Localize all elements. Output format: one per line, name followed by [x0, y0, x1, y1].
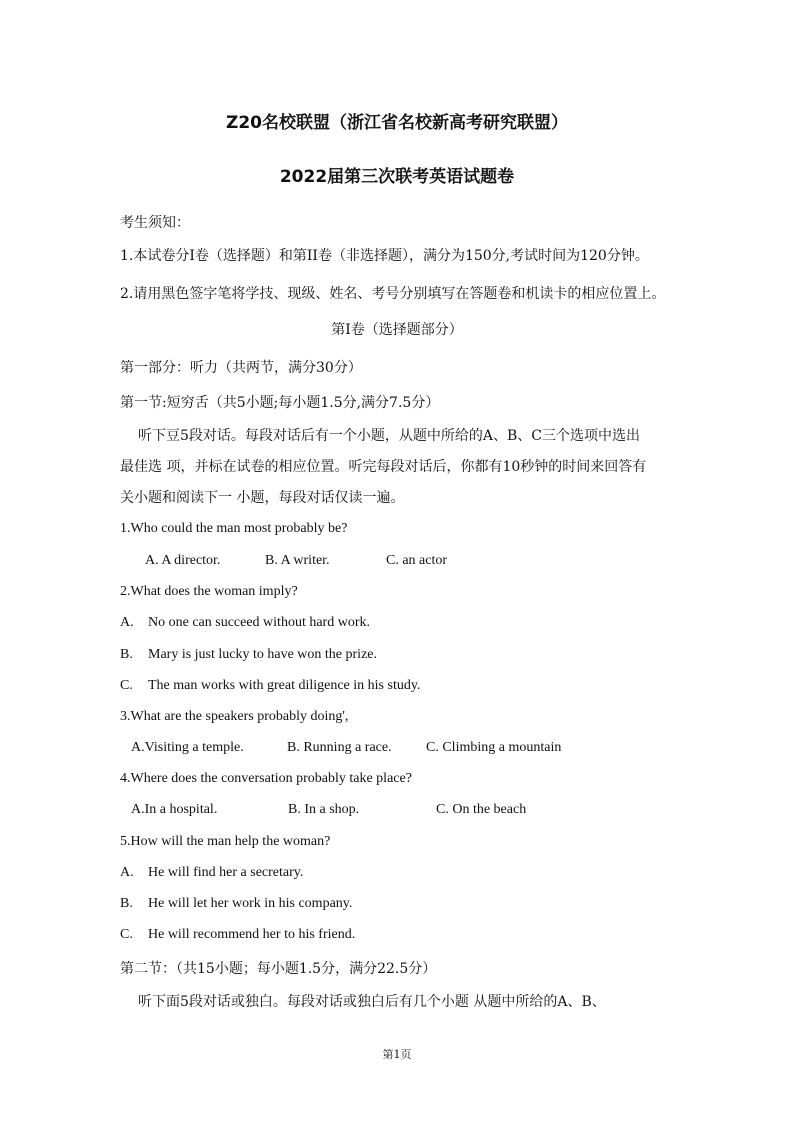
instruction-line: 最佳选 项，并标在试卷的相应位置。听完每段对话后，你都有10秒钟的时间来回答有	[120, 459, 647, 475]
option: B. In a shop.	[288, 802, 360, 817]
option-letter: A.	[120, 865, 134, 880]
option: A.In a hospital.	[131, 802, 218, 817]
option: A.Visiting a temple.	[131, 740, 244, 755]
notice-item-1: 1.本试卷分I卷（选择题）和第II卷（非选择题），满分为150分,考试时间为120分钟。	[120, 248, 649, 264]
instruction-line: 听下豆5段对话。每段对话后有一个小题，从题中所给的A、B、C三个选项中选出	[138, 428, 641, 444]
question-1-stem: 1.Who could the man most probably be?	[120, 521, 348, 536]
volume-1-heading: 第I卷（选择题部分）	[331, 322, 463, 338]
option: A. A director.	[145, 553, 221, 568]
option-letter: A.	[120, 615, 134, 630]
option-text: No one can succeed without hard work.	[148, 615, 370, 630]
option-letter: C.	[120, 927, 133, 942]
part-1-heading: 第一部分：听力（共两节，满分30分）	[120, 360, 362, 376]
option-letter: C.	[120, 678, 133, 693]
exam-title-line1: Z20名校联盟（浙江省名校新高考研究联盟）	[226, 113, 568, 133]
option-text: The man works with great diligence in his study.	[148, 678, 421, 693]
option-letter: B.	[120, 896, 133, 911]
option: B. Running a race.	[287, 740, 392, 755]
question-4-stem: 4.Where does the conversation probably take place?	[120, 771, 412, 786]
option: C. On the beach	[436, 802, 527, 817]
question-3-stem: 3.What are the speakers probably doing',	[120, 709, 349, 724]
notice-heading: 考生须知：	[120, 215, 190, 231]
section-2-heading: 第二节：（共15小题；每小题1.5分，满分22.5分）	[120, 961, 437, 977]
question-5-stem: 5.How will the man help the woman?	[120, 834, 331, 849]
option-text: He will find her a secretary.	[148, 865, 304, 880]
section-2-instructions: 听下面5段对话或独白。每段对话或独白后有几个小题 从题中所给的A、B、	[138, 994, 606, 1010]
page-number: 第1页	[382, 1048, 412, 1061]
option-text: He will recommend her to his friend.	[148, 927, 356, 942]
option: C. Climbing a mountain	[426, 740, 562, 755]
option: C. an actor	[386, 553, 448, 568]
option-letter: B.	[120, 647, 133, 662]
question-2-stem: 2.What does the woman imply?	[120, 584, 298, 599]
exam-title-line2: 2022届第三次联考英语试题卷	[279, 167, 515, 187]
option-text: Mary is just lucky to have won the prize.	[148, 647, 378, 662]
option-text: He will let her work in his company.	[148, 896, 353, 911]
option: B. A writer.	[265, 553, 330, 568]
notice-item-2: 2.请用黑色签字笔将学技、现级、姓名、考号分别填写在答题卷和机读卡的相应位置上。	[120, 286, 666, 302]
section-1-heading: 第一节:短穷舌（共5小题;每小题1.5分,满分7.5分）	[120, 395, 440, 411]
instruction-line: 关小题和阅读下一 小题，每段对话仅读一遍。	[120, 490, 405, 506]
